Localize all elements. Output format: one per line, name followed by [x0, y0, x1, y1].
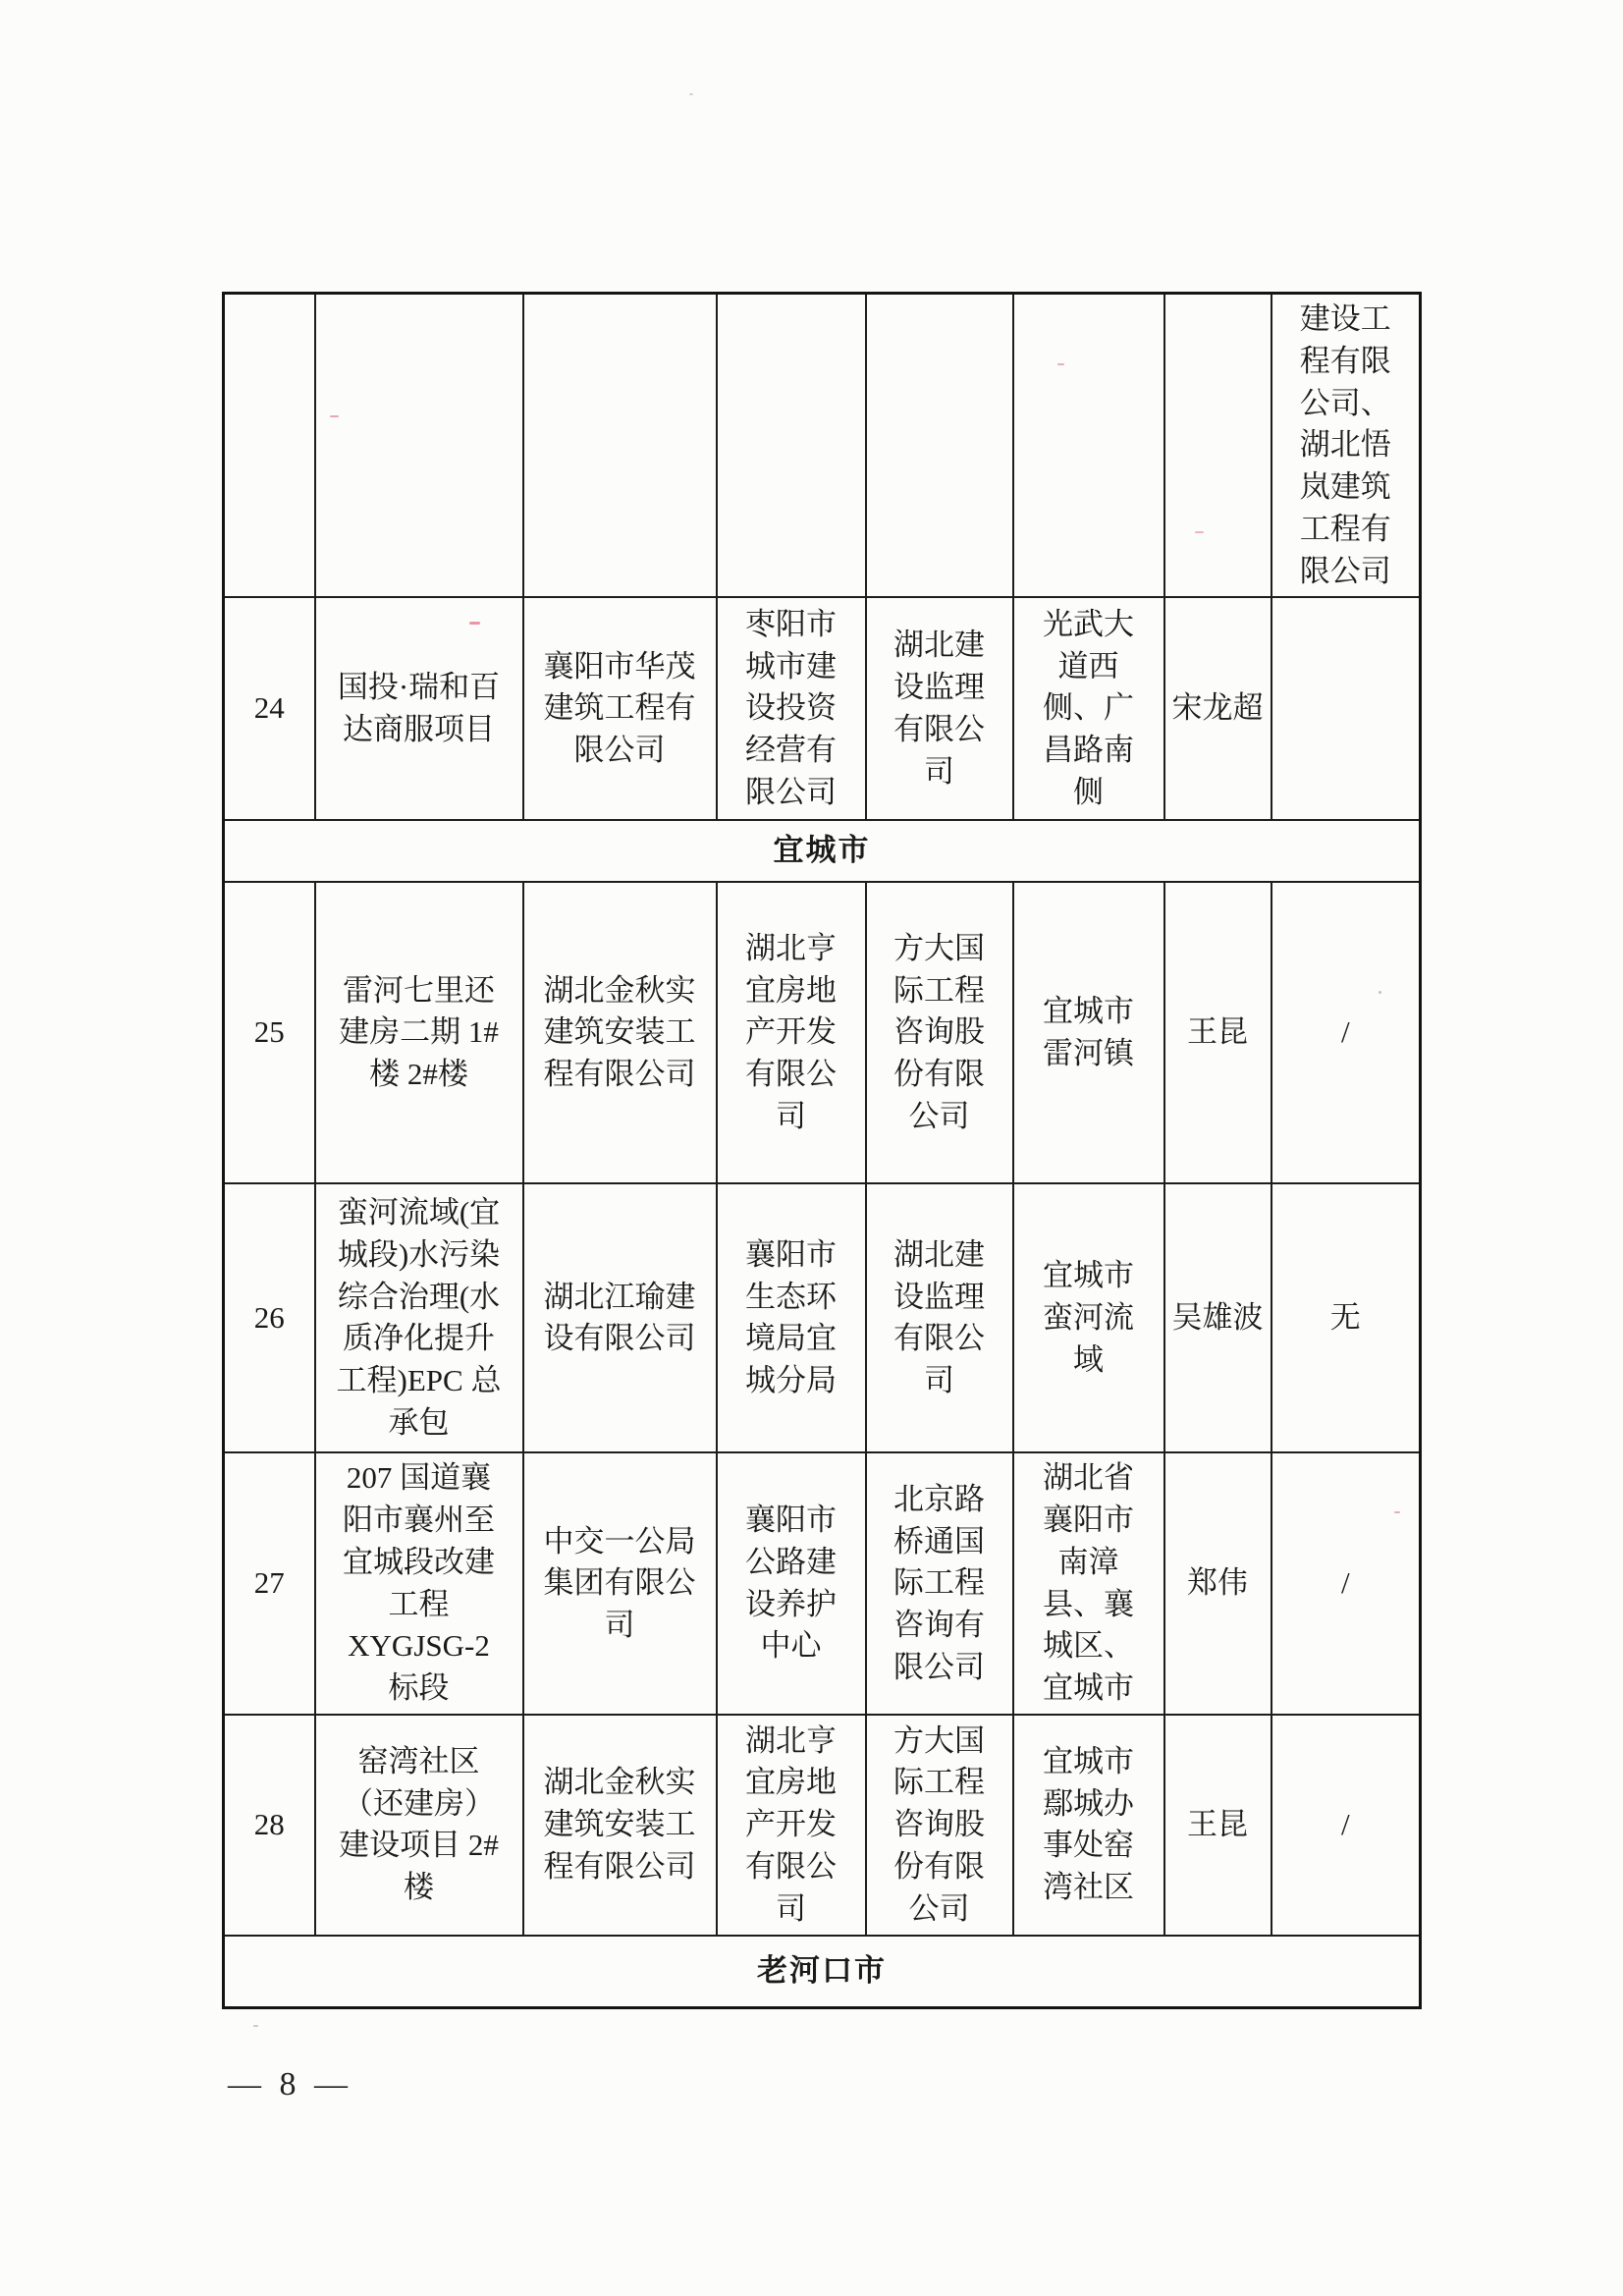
table-row-25: [224, 882, 1421, 1183]
remark-cell: /: [1271, 1452, 1421, 1715]
empty-cell: [523, 294, 717, 598]
scan-speck: [689, 93, 693, 95]
contractor-cell: 湖北江瑜建设有限公司: [523, 1183, 717, 1452]
location-cell: 宜城市雷河镇: [1013, 882, 1164, 1183]
page-number: — 8 —: [228, 2066, 349, 2103]
empty-cell: [315, 294, 523, 598]
table-row-27: [224, 1452, 1421, 1715]
supervision-cell: 方大国际工程咨询股份有限公司: [866, 882, 1013, 1183]
person-cell: 王昆: [1164, 1715, 1271, 1936]
table-row-continuation: [224, 294, 1421, 598]
supervision-cell: 湖北建设监理有限公司: [866, 597, 1013, 820]
owner-cell: 襄阳市生态环境局宜城分局: [717, 1183, 866, 1452]
owner-cell: 湖北亨宜房地产开发有限公司: [717, 882, 866, 1183]
supervision-cell: 湖北建设监理有限公司: [866, 1183, 1013, 1452]
empty-cell: [866, 294, 1013, 598]
project-name-cell: 雷河七里还建房二期 1#楼 2#楼: [315, 882, 523, 1183]
project-name-cell: 国投·瑞和百达商服项目: [315, 597, 523, 820]
project-table: [222, 292, 1422, 2009]
contractor-cell: 湖北金秋实建筑安装工程有限公司: [523, 1715, 717, 1936]
continuation-remark-cell: 建设工程有限公司、湖北悟岚建筑工程有限公司: [1271, 294, 1421, 598]
serial-cell: 24: [224, 597, 315, 820]
supervision-cell: 方大国际工程咨询股份有限公司: [866, 1715, 1013, 1936]
location-cell: 宜城市鄢城办事处窑湾社区: [1013, 1715, 1164, 1936]
serial-cell: 25: [224, 882, 315, 1183]
person-cell: 王昆: [1164, 882, 1271, 1183]
owner-cell: 湖北亨宜房地产开发有限公司: [717, 1715, 866, 1936]
empty-cell: [1164, 294, 1271, 598]
remark-cell: 无: [1271, 1183, 1421, 1452]
remark-cell: [1271, 597, 1421, 820]
serial-cell: 27: [224, 1452, 315, 1715]
person-cell: 宋龙超: [1164, 597, 1271, 820]
remark-cell: /: [1271, 882, 1421, 1183]
contractor-cell: 湖北金秋实建筑安装工程有限公司: [523, 882, 717, 1183]
location-cell: 湖北省襄阳市南漳县、襄城区、宜城市: [1013, 1452, 1164, 1715]
serial-cell: 28: [224, 1715, 315, 1936]
owner-cell: 枣阳市城市建设投资经营有限公司: [717, 597, 866, 820]
scan-speck: [253, 2025, 258, 2027]
section-row-laohekou: [224, 1936, 1421, 2008]
supervision-cell: 北京路桥通国际工程咨询有限公司: [866, 1452, 1013, 1715]
project-name-cell: 窑湾社区（还建房）建设项目 2#楼: [315, 1715, 523, 1936]
section-header-yicheng: 宜城市: [224, 820, 1421, 882]
contractor-cell: 中交一公局集团有限公司: [523, 1452, 717, 1715]
person-cell: 郑伟: [1164, 1452, 1271, 1715]
serial-cell: 26: [224, 1183, 315, 1452]
contractor-cell: 襄阳市华茂建筑工程有限公司: [523, 597, 717, 820]
project-name-cell: 蛮河流域(宜城段)水污染综合治理(水质净化提升工程)EPC 总承包: [315, 1183, 523, 1452]
location-cell: 光武大道西侧、广昌路南侧: [1013, 597, 1164, 820]
table-row-26: [224, 1183, 1421, 1452]
table-row-28: [224, 1715, 1421, 1936]
project-name-cell: 207 国道襄阳市襄州至宜城段改建工程 XYGJSG-2 标段: [315, 1452, 523, 1715]
section-row-yicheng: [224, 820, 1421, 882]
location-cell: 宜城市蛮河流域: [1013, 1183, 1164, 1452]
remark-cell: /: [1271, 1715, 1421, 1936]
empty-cell: [1013, 294, 1164, 598]
section-header-laohekou: 老河口市: [224, 1936, 1421, 2008]
person-cell: 吴雄波: [1164, 1183, 1271, 1452]
empty-cell: [224, 294, 315, 598]
table-row-24: [224, 597, 1421, 820]
owner-cell: 襄阳市公路建设养护中心: [717, 1452, 866, 1715]
empty-cell: [717, 294, 866, 598]
